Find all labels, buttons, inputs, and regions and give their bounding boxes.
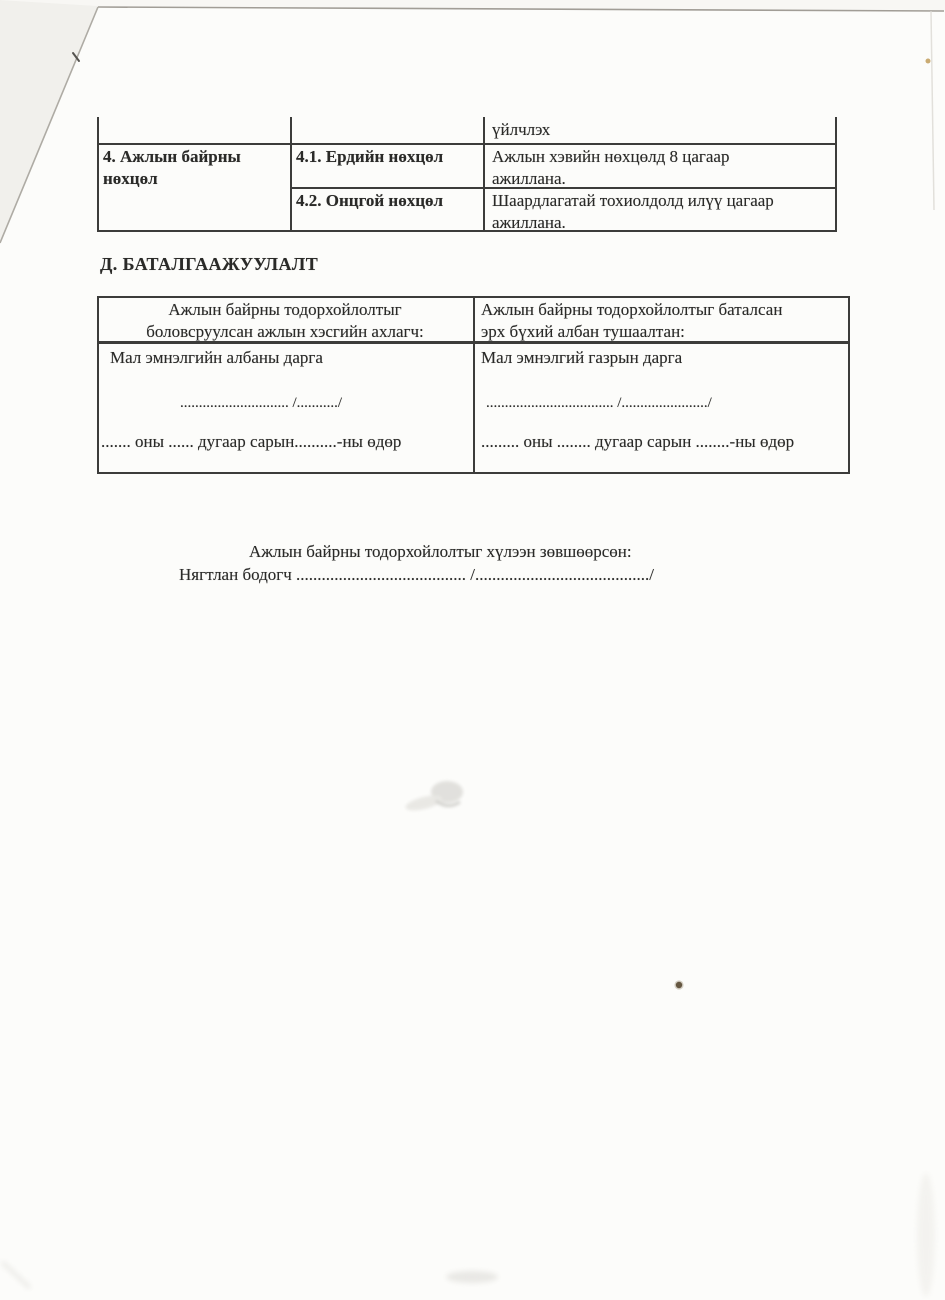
table2-right-signer-title: Мал эмнэлгий газрын дарга	[481, 348, 683, 367]
table1-carryover-cell: үйлчлэх	[492, 120, 551, 139]
table1-subrow1-label: 4.1. Ердийн нөхцөл	[296, 147, 444, 166]
table1-subrow1-value: Ажлын хэвийн нөхцөлд 8 цагаар ажиллана.	[492, 147, 730, 188]
table2-right-header-line2: эрх бүхий албан тушаалтан:	[481, 322, 685, 341]
table1-border-right	[835, 117, 837, 230]
table2-right-header-line1: Ажлын байрны тодорхойлолтыг баталсан	[481, 300, 783, 319]
table1-subrow2-label: 4.2. Онцгой нөхцөл	[296, 191, 444, 210]
table2-left-signer-title: Мал эмнэлгийн албаны дарга	[110, 348, 323, 367]
table1-row-divider-1	[97, 143, 837, 145]
table1-border-col3	[483, 117, 485, 230]
table1-row-label: 4. Ажлын байрны нөхцөл	[103, 147, 241, 188]
table2-border-right	[848, 296, 850, 474]
table1-border-col2	[290, 117, 292, 230]
table2-left-date-line: ....... оны ...... дугаар сарын..........-ны өдөр	[101, 432, 402, 451]
paper-speck-dot	[926, 59, 931, 64]
bottom-smudges	[2, 1173, 935, 1297]
table2-left-signature-line: ............................. /.........../	[180, 395, 343, 411]
table2-column-divider	[473, 296, 475, 474]
table2-right-signature-line: .................................. /......................./	[486, 395, 712, 411]
table2-left-header-line2: боловсруулсан ажлын хэсгийн ахлагч:	[146, 322, 424, 341]
table1-subrow2-value: Шаардлагатай тохиолдолд илүү цагаар ажиллана.	[492, 191, 774, 232]
acknowledgement-line2: Нягтлан бодогч ........................................ /........................................./	[179, 565, 654, 584]
table2-left-header-line1: Ажлын байрны тодорхойлолтыг	[168, 300, 402, 319]
page-right-edge-line	[931, 11, 934, 210]
section-heading: Д. БАТАЛГААЖУУЛАЛТ	[100, 254, 319, 274]
table2-right-date-line: ......... оны ........ дугаар сарын ........-ны өдөр	[481, 432, 795, 451]
table1-border-left	[97, 117, 99, 230]
paper-smudge	[404, 781, 463, 813]
stain-dot	[676, 982, 682, 988]
acknowledgement-line1: Ажлын байрны тодорхойлолтыг хүлээн зөвшөөрсөн:	[249, 542, 632, 561]
